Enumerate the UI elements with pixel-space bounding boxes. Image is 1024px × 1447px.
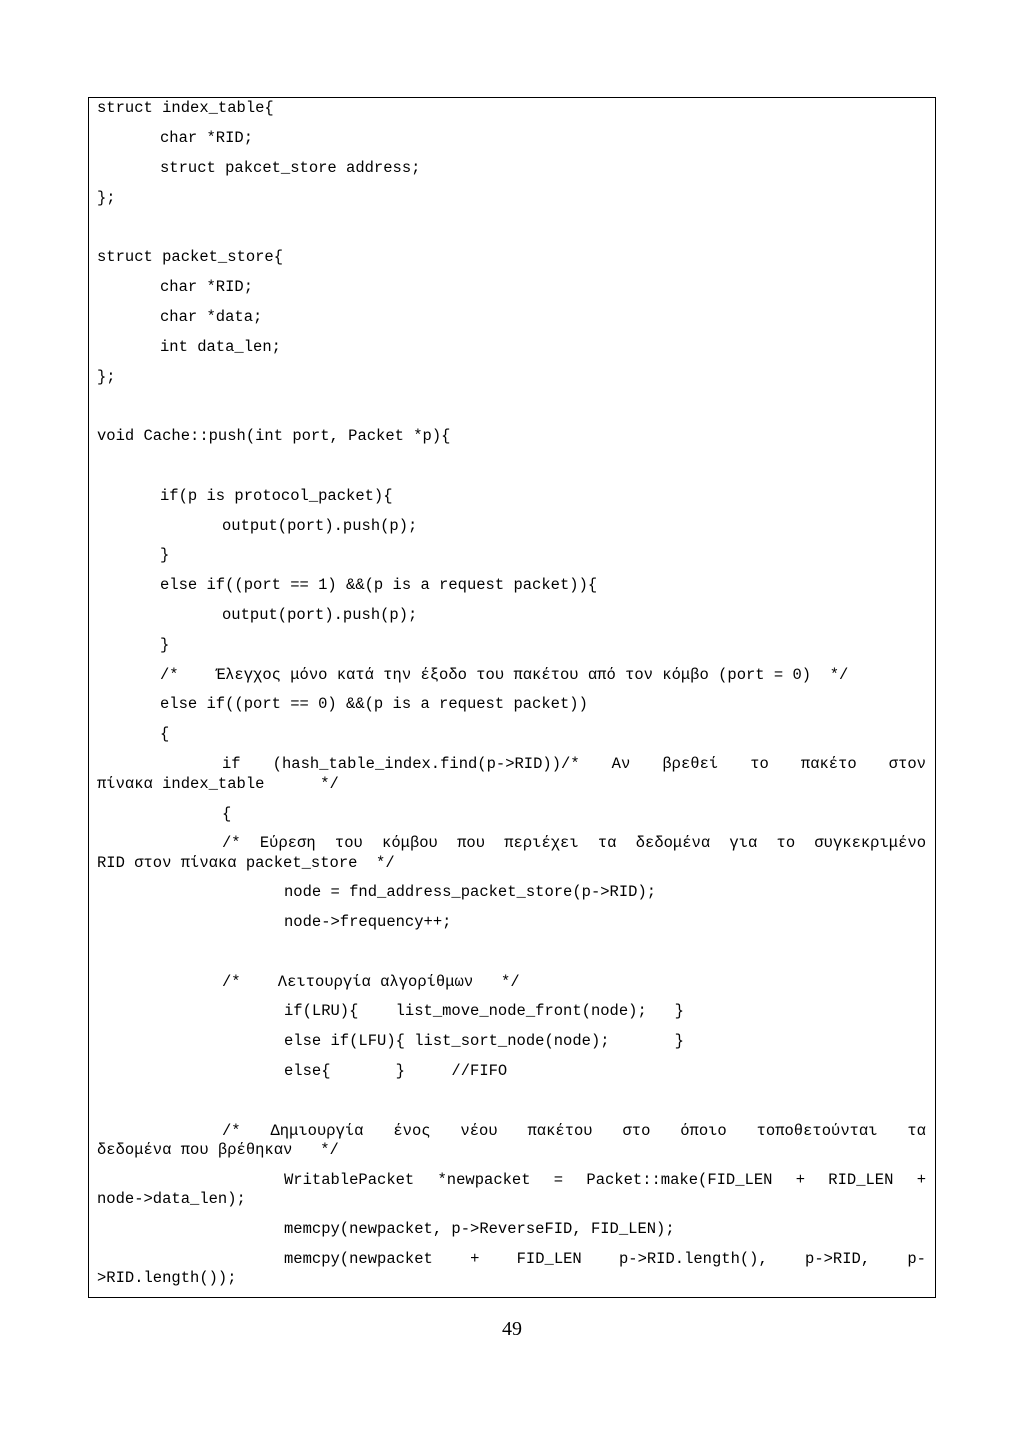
code-line: WritablePacket *newpacket = Packet::make(FID_LEN + RID_LEN + — [284, 1171, 926, 1189]
code-comment: /* Εύρεση του κόμβου που περιέχει τα δεδομένα για το συγκεκριμένο — [222, 834, 926, 852]
code-comment: /* Λειτουργία αλγορίθμων */ — [222, 973, 520, 991]
code-line: node = fnd_address_packet_store(p->RID); — [284, 883, 657, 901]
code-line: } — [160, 546, 170, 564]
code-line: else if(LFU){ list_sort_node(node); } — [284, 1032, 684, 1050]
code-line: } — [160, 636, 170, 654]
code-line: else if((port == 1) &&(p is a request packet)){ — [160, 576, 598, 594]
code-line: memcpy(newpacket, p->ReverseFID, FID_LEN); — [284, 1220, 675, 1238]
code-comment: /* Έλεγχος μόνο κατά την έξοδο του πακέτου από τον κόμβο (port = 0) */ — [160, 666, 849, 684]
code-line: else{ } //FIFO — [284, 1062, 508, 1080]
code-line: }; — [97, 368, 116, 386]
code-line: struct pakcet_store address; — [160, 159, 421, 177]
code-comment: πίνακα index_table */ — [97, 775, 339, 793]
code-line: struct packet_store{ — [97, 248, 284, 266]
code-line: else if((port == 0) &&(p is a request packet)) — [160, 695, 588, 713]
page-number: 49 — [502, 1318, 522, 1340]
code-comment: δεδομένα που βρέθηκαν */ — [97, 1141, 339, 1159]
code-line: int data_len; — [160, 338, 281, 356]
code-comment: RID στον πίνακα packet_store */ — [97, 854, 395, 872]
code-line: memcpy(newpacket + FID_LEN p->RID.length(), p->RID, p- — [284, 1250, 926, 1268]
code-line: char *data; — [160, 308, 263, 326]
code-line: if (hash_table_index.find(p->RID))/* Αν βρεθεί το πακέτο στον — [222, 755, 926, 773]
code-line: if(LRU){ list_move_node_front(node); } — [284, 1002, 684, 1020]
code-line: output(port).push(p); — [222, 517, 418, 535]
code-line: char *RID; — [160, 129, 254, 147]
code-line: node->data_len); — [97, 1190, 246, 1208]
code-comment: /* Δημιουργία ένος νέου πακέτου στο όποιο τοποθετούνται τα — [222, 1122, 926, 1140]
code-line: { — [160, 725, 170, 743]
code-line: }; — [97, 189, 116, 207]
code-line: output(port).push(p); — [222, 606, 418, 624]
code-line: if(p is protocol_packet){ — [160, 487, 393, 505]
code-line: char *RID; — [160, 278, 254, 296]
code-line: node->frequency++; — [284, 913, 452, 931]
code-line: >RID.length()); — [97, 1269, 237, 1287]
code-line: void Cache::push(int port, Packet *p){ — [97, 427, 451, 445]
code-line: struct index_table{ — [97, 99, 274, 117]
code-line: { — [222, 805, 232, 823]
